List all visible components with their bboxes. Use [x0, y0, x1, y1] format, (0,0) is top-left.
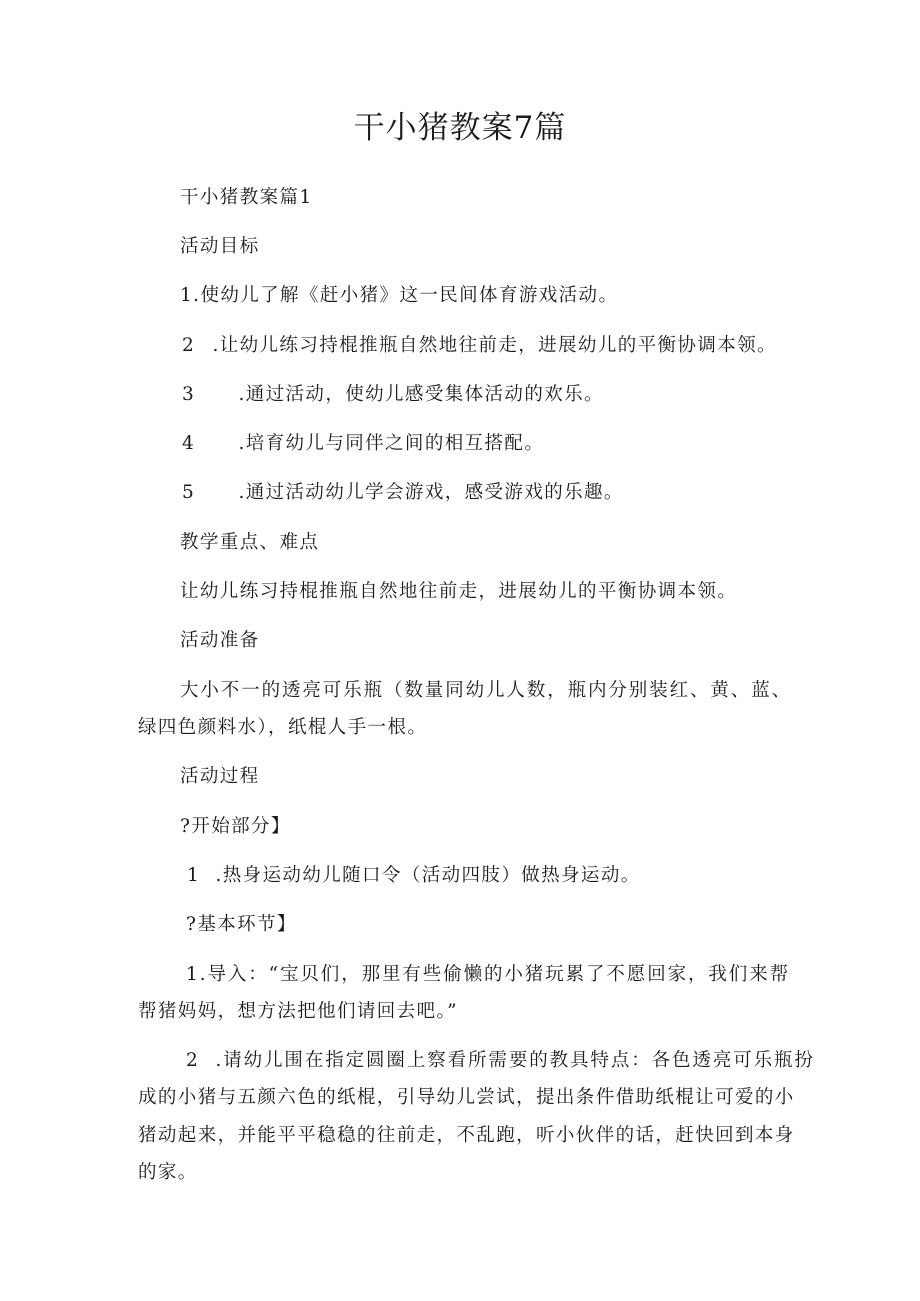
- goal-3: [182, 382, 604, 408]
- warmup-item: [187, 863, 641, 889]
- preparation-line-1: 大小不一的透亮可乐瓶（数量同幼儿人数，瓶内分别装红、黄、蓝、: [180, 680, 793, 701]
- goal-5-number: 5: [182, 482, 196, 503]
- goals-heading: 活动目标: [180, 236, 260, 257]
- preparation-heading: 活动准备: [180, 630, 260, 651]
- basic-part-heading: ?基本环节】: [186, 914, 297, 935]
- document-title: 干小猪教案7篇: [353, 110, 567, 146]
- goal-4-number: 4: [182, 433, 196, 454]
- goal-4-text: .培育幼儿与同伴之间的相互搭配。: [238, 433, 545, 454]
- goal-2-text: .让幼儿练习持棍推瓶自然地往前走，进展幼儿的平衡协调本领。: [212, 335, 777, 356]
- step-2-line-1: [186, 1048, 815, 1074]
- step-2-line-3: 猪动起来，并能平平稳稳的往前走，不乱跑，听小伙伴的话，赶快回到本身: [138, 1125, 795, 1146]
- key-points-heading: 教学重点、难点: [180, 532, 320, 553]
- step-2-line-2: 成的小猪与五颜六色的纸棍，引导幼儿尝试，提出条件借助纸棍让可爱的小: [138, 1087, 795, 1108]
- preparation-line-2: 绿四色颜料水），纸棍人手一根。: [138, 717, 428, 738]
- warmup-text: .热身运动幼儿随口令（活动四肢）做热身运动。: [215, 865, 641, 886]
- goal-3-number: 3: [182, 384, 196, 405]
- warmup-number: 1: [187, 865, 201, 886]
- step-2-line-4: 的家。: [138, 1162, 198, 1183]
- goal-2-number: 2: [182, 335, 196, 356]
- key-points-text: 让幼儿练习持棍推瓶自然地往前走，进展幼儿的平衡协调本领。: [180, 581, 738, 602]
- goal-3-text: .通过活动，使幼儿感受集体活动的欢乐。: [238, 384, 604, 405]
- process-heading: 活动过程: [180, 766, 260, 787]
- goal-5: [182, 480, 624, 506]
- start-part-heading: ?开始部分】: [180, 816, 291, 837]
- goal-1: 1.使幼儿了解《赶小猪》这一民间体育游戏活动。: [180, 285, 619, 306]
- goal-2: [182, 333, 777, 359]
- section-heading: 干小猪教案篇1: [180, 187, 313, 208]
- step-1-line-2: 帮猪妈妈，想方法把他们请回去吧。”: [138, 1001, 459, 1022]
- goal-5-text: .通过活动幼儿学会游戏，感受游戏的乐趣。: [238, 482, 624, 503]
- step-2-number: 2: [186, 1050, 200, 1071]
- step-2-text: .请幼儿围在指定圆圈上察看所需要的教具特点：各色透亮可乐瓶扮: [215, 1050, 815, 1071]
- step-1-line-1: 1.导入：“宝贝们，那里有些偷懒的小猪玩累了不愿回家，我们来帮: [186, 964, 791, 985]
- goal-4: [182, 431, 544, 457]
